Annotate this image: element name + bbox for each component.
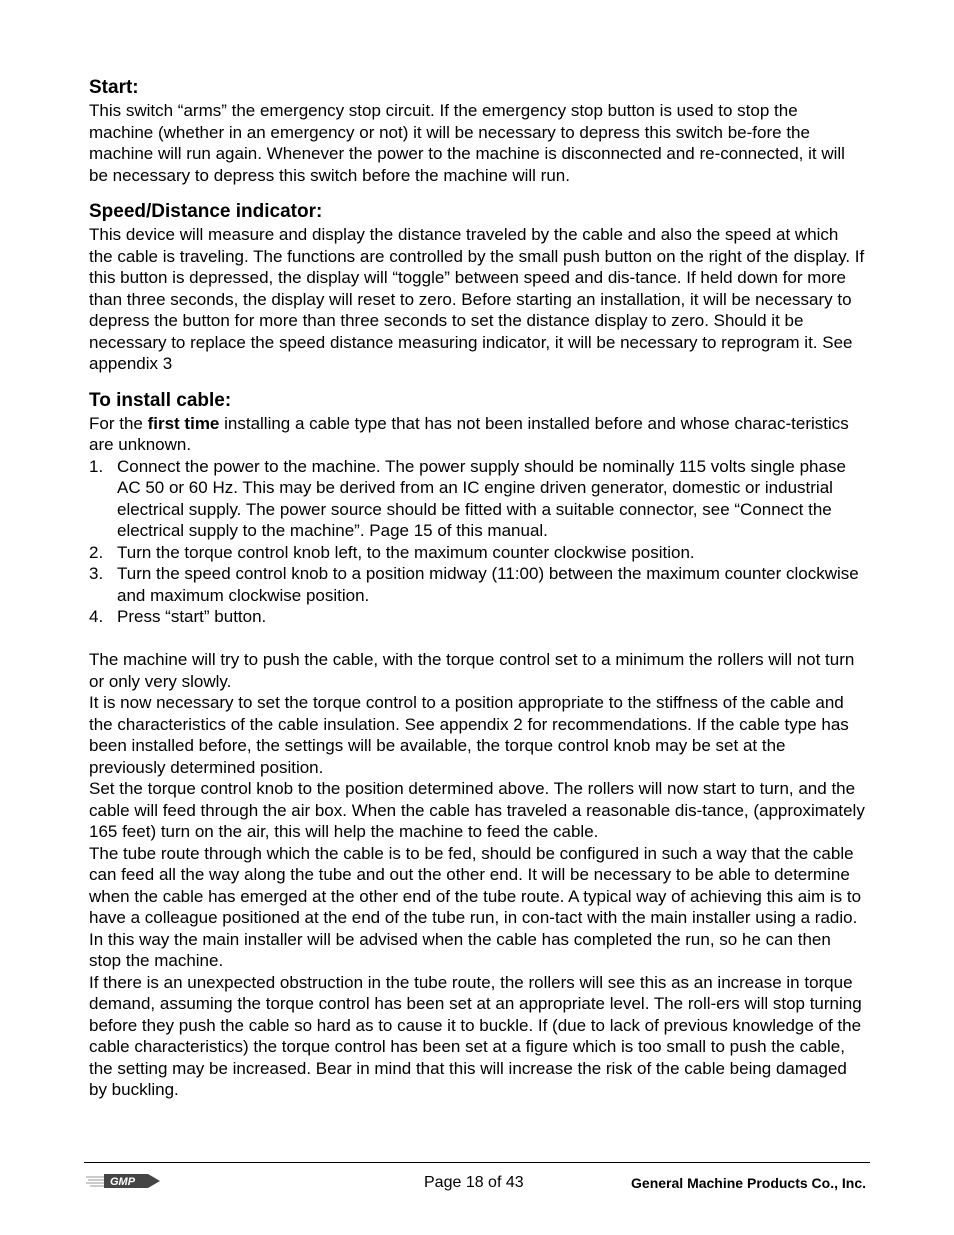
list-item xyxy=(89,563,865,606)
install-steps-list xyxy=(89,456,865,628)
heading-speed: Speed/Distance indicator: xyxy=(89,201,323,222)
step-number: 1. xyxy=(89,456,104,476)
paragraph-install-intro xyxy=(89,413,865,456)
section-speed xyxy=(89,200,865,375)
step-number: 2. xyxy=(89,542,104,562)
page-number: Page 18 of 43 xyxy=(424,1174,524,1191)
paragraph: If there is an unexpected obstruction in the tube route, the rollers will see this as an increase in torque demand, assuming the torque control has been set at an appropriate level. The roll-ers will stop turning before they push the cable so hard as to cause it to buckle. If (due to lack of previous knowledge of the cable characteristics) the torque control has been set at a figure which is too small to push the cable, the setting may be increased. Bear in mind that this will increase the risk of the cable being damaged by buckling. xyxy=(89,972,862,1099)
paragraph-speed: This device will measure and display the distance traveled by the cable and also the speed at which the cable is traveling. The functions are controlled by the small push button on the right of the display. If this button is depressed, the display will “toggle” between speed and dis-tance. If held down for more than three seconds, the display will reset to zero. Before starting an installation, it will be necessary to depress the button for more than three seconds to set the distance display to zero. Should it be necessary to replace the speed distance measuring indicator, it will be necessary to reprogram it. See appendix 3 xyxy=(89,225,865,373)
paragraph: The tube route through which the cable is to be fed, should be configured in such a way that the cable can feed all the way along the tube and out the other end. It will be necessary to be able to determine when the cable has emerged at the other end of the tube route. A typical way of achieving this aim is to have a colleague positioned at the end of the tube run, in con-tact with the main installer using a radio. In this way the main installer will be advised when the cable has completed the run, so he can then stop the machine. xyxy=(89,843,862,970)
footer-divider xyxy=(84,1162,870,1163)
document-body xyxy=(89,76,865,1101)
company-name: General Machine Products Co., Inc. xyxy=(631,1175,866,1191)
step-text: Connect the power to the machine. The power supply should be nominally 115 volts single phase AC 50 or 60 Hz. This may be derived from an IC engine driven generator, domestic or industrial electrical supply. The power source should be fitted with a suitable connector, see “Connect the electrical supply to the machine”. Page 15 of this manual. xyxy=(117,456,846,540)
heading-start: Start: xyxy=(89,77,139,98)
step-number: 3. xyxy=(89,564,104,583)
paragraph: It is now necessary to set the torque control to a position appropriate to the stiffness of the cable and the characteristics of the cable insulation. See appendix 2 for recommendations. If the cable type has been installed before, the settings will be available, the torque control knob may be set at the previously determined position. xyxy=(89,693,849,777)
paragraph: The machine will try to push the cable, with the torque control set to a minimum the rollers will not turn or only very slowly. xyxy=(89,650,855,691)
intro-bold: first time xyxy=(147,413,220,433)
step-number: 4. xyxy=(89,607,104,626)
heading-install: To install cable: xyxy=(89,389,232,411)
step-text: Press “start” button. xyxy=(117,607,267,626)
section-start xyxy=(89,76,865,186)
step-text: Turn the speed control knob to a position midway (11:00) between the maximum counter clockwise and maximum clockwise position. xyxy=(117,564,859,605)
intro-prefix: For the xyxy=(89,413,148,433)
list-item xyxy=(89,606,865,628)
section-install xyxy=(89,389,865,1101)
paragraph-start: This switch “arms” the emergency stop circuit. If the emergency stop button is used to stop the machine (whether in an emergency or not) it will be necessary to depress this switch be-fore the machine will run again. Whenever the power to the machine is disconnected and re-connected, it will be necessary to depress this switch before the machine will run. xyxy=(89,101,845,185)
paragraph: Set the torque control knob to the position determined above. The rollers will now start to turn, and the cable will feed through the air box. When the cable has traveled a reasonable dis-tance, (approximately 165 feet) turn on the air, this will help the machine to feed the cable. xyxy=(89,779,865,841)
step-text: Turn the torque control knob left, to the maximum counter clockwise position. xyxy=(117,542,695,562)
list-item xyxy=(89,456,865,542)
logo-text: GMP xyxy=(110,1176,136,1188)
intro-suffix: installing a cable type that has not been installed before and whose charac-teristics are unknown. xyxy=(89,413,849,454)
gmp-logo xyxy=(84,1168,164,1194)
list-item xyxy=(89,542,865,564)
